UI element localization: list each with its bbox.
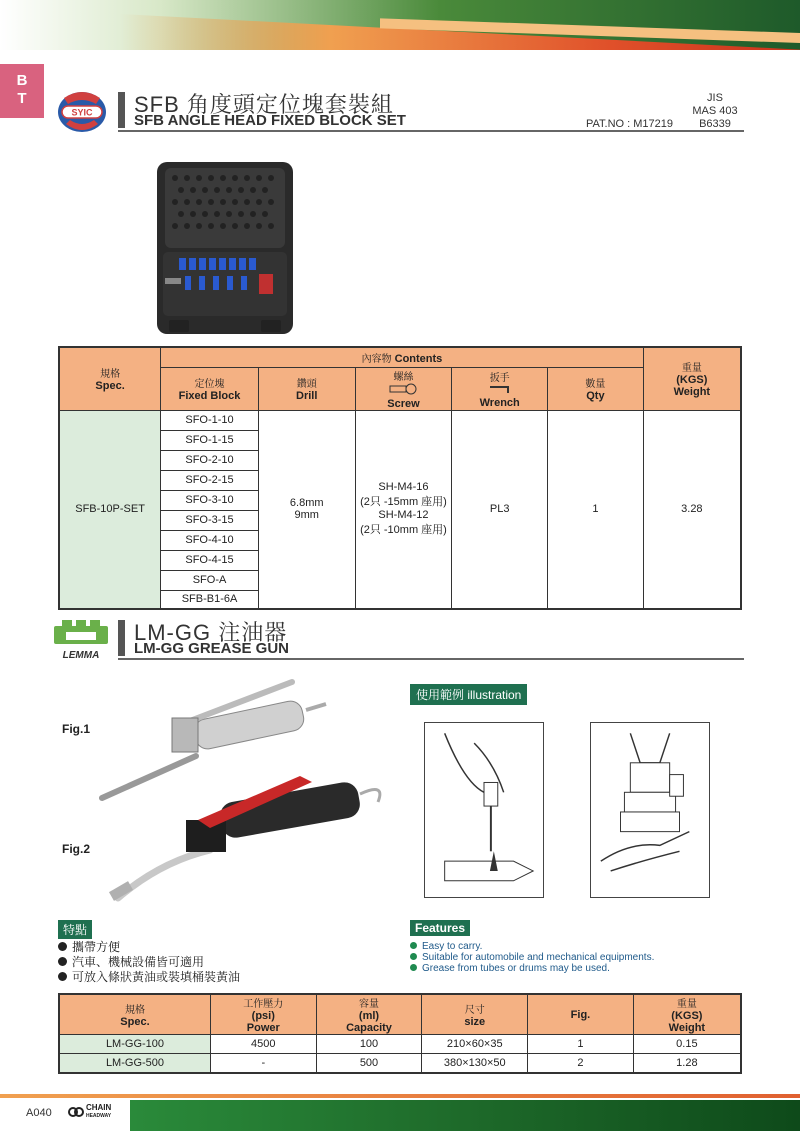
spec-header: 規格 Spec. (59, 994, 210, 1035)
usage-illustration-2 (590, 722, 710, 898)
syic-logo-text: SYIC (71, 107, 93, 118)
fig2-label: Fig.2 (62, 842, 91, 856)
chain-link-icon (68, 1106, 84, 1118)
features-en-list (410, 941, 654, 974)
section2-title-zh: LM-GG 注油器 (134, 620, 288, 645)
weight-value: 3.28 (643, 410, 741, 609)
drill-value: 6.8mm 9mm (258, 410, 355, 609)
features-zh-list (58, 940, 240, 985)
fixed-block-header: 定位塊 Fixed Block (161, 367, 259, 410)
illustration-label: 使用範例 illustration (410, 684, 527, 705)
syic-logo (56, 84, 108, 138)
grease-gun-fig2-image (100, 772, 390, 902)
usage-illustration-1 (424, 722, 544, 898)
block-item: SFO-1-10 (161, 410, 259, 430)
block-item: SFO-3-10 (161, 490, 259, 510)
qty-value: 1 (548, 410, 644, 609)
feature-en-item: Easy to carry. (410, 941, 654, 952)
lemma-logo-text: LEMMA (62, 650, 100, 661)
table-row: LM-GG-500 - 500 380×130×50 2 1.28 (59, 1054, 741, 1073)
block-item: SFO-4-10 (161, 530, 259, 550)
section1-title-zh: SFB 角度頭定位塊套裝組 (134, 92, 394, 117)
block-item: SFO-2-10 (161, 450, 259, 470)
wrench-header: 扳手 Wrench (452, 367, 548, 410)
size-header: 尺寸 size (422, 994, 528, 1035)
feature-zh-item: 可放入條狀黃油或裝填桶裝黃油 (58, 970, 240, 985)
screw-header: 螺絲 Screw (355, 367, 452, 410)
power-header: 工作壓力 (psi) Power (210, 994, 316, 1035)
drill-header: 鑽頭 Drill (258, 367, 355, 410)
spec-header: 規格 Spec. (59, 347, 161, 410)
qty-header: 數量 Qty (548, 367, 644, 410)
features-en-title: Features (410, 920, 470, 936)
block-set-spec-table (58, 346, 742, 610)
block-item: SFO-A (161, 570, 259, 590)
block-item: SFO-2-15 (161, 470, 259, 490)
block-set-case-image (155, 160, 295, 336)
fig-header: Fig. (528, 994, 634, 1035)
block-item: SFO-4-15 (161, 550, 259, 570)
lemma-logo (52, 618, 110, 662)
wrench-value: PL3 (452, 410, 548, 609)
table-row: LM-GG-100 4500 100 210×60×35 1 0.15 (59, 1035, 741, 1054)
feature-en-item: Suitable for automobile and mechanical equipments. (410, 952, 654, 963)
top-banner (0, 0, 800, 50)
section1-title-en: SFB ANGLE HEAD FIXED BLOCK SET (134, 112, 406, 129)
contents-header: 內容物 Contents (161, 347, 644, 367)
fig1-label: Fig.1 (62, 722, 91, 736)
block-item: SFB-B1-6A (161, 590, 259, 609)
features-zh-title: 特點 (58, 920, 92, 939)
set-spec: SFB-10P-SET (59, 410, 161, 609)
screw-icon (388, 383, 418, 395)
footer-bar (130, 1100, 800, 1131)
footer-line (0, 1094, 800, 1098)
capacity-header: 容量 (ml) Capacity (316, 994, 422, 1035)
feature-en-item: Grease from tubes or drums may be used. (410, 963, 654, 974)
section-tab: B T (0, 64, 44, 118)
block-item: SFO-3-15 (161, 510, 259, 530)
chain-headway-logo: CHAIN HEADWAY (68, 1104, 111, 1120)
grease-gun-spec-table (58, 993, 742, 1074)
patent-number: PAT.NO : M17219 (586, 118, 674, 130)
section2-title-en: LM-GG GREASE GUN (134, 640, 290, 657)
feature-zh-item: 攜帶方便 (58, 940, 240, 955)
standards: JIS MAS 403 B6339 (692, 92, 738, 130)
screw-value: SH-M4-16 (2只 -15mm 座用) SH-M4-12 (2只 -10mm 座用) (355, 410, 452, 609)
weight-header: 重量 (KGS) Weight (643, 347, 741, 410)
block-item: SFO-1-15 (161, 430, 259, 450)
feature-zh-item: 汽車、機械設備皆可適用 (58, 955, 240, 970)
wrench-icon (488, 384, 512, 394)
weight-header: 重量 (KGS) Weight (633, 994, 741, 1035)
page-number: A040 (26, 1107, 52, 1119)
